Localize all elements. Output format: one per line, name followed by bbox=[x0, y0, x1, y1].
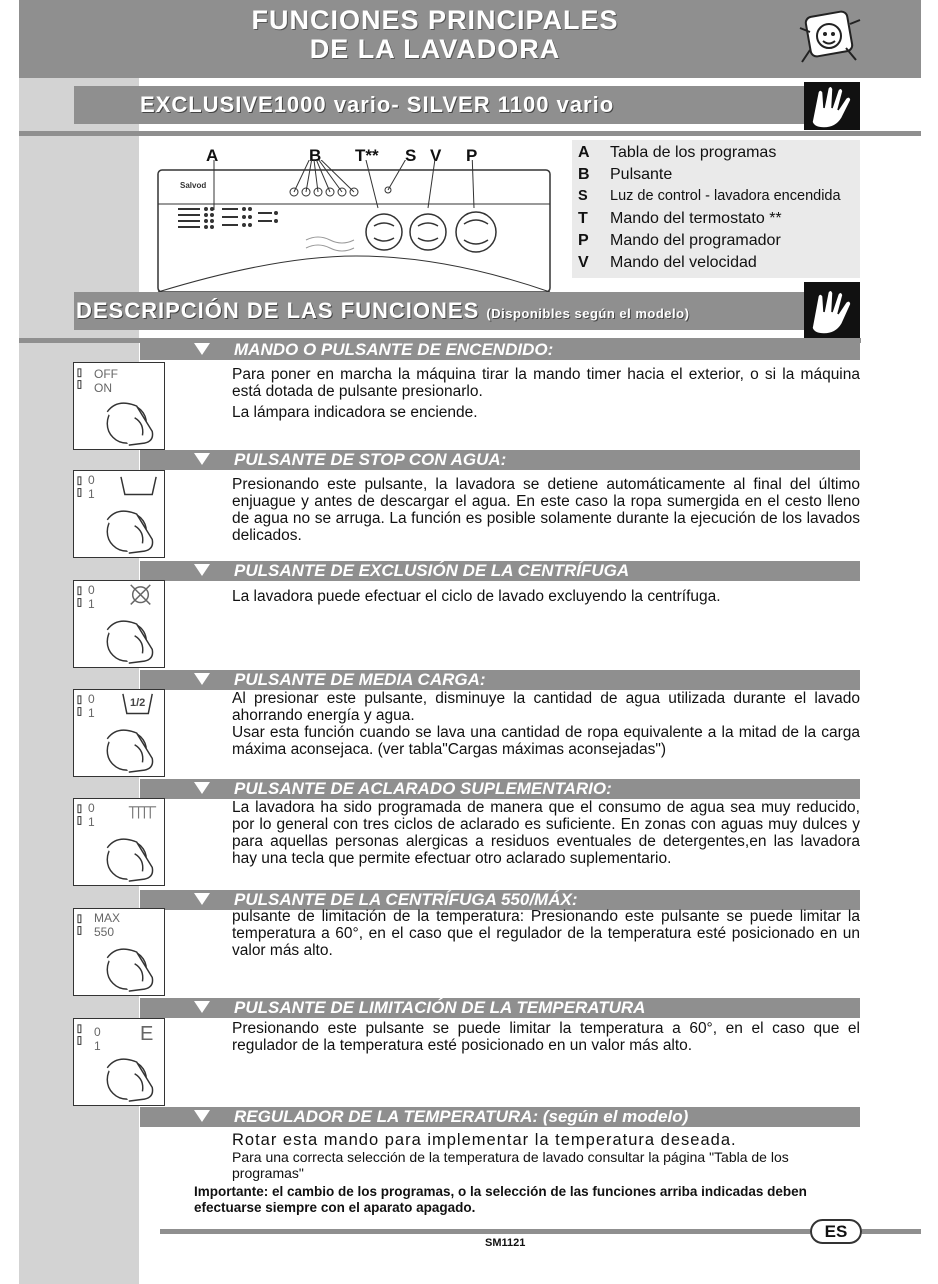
washing-machine-mascot-icon bbox=[796, 6, 862, 68]
pointing-hand-icon bbox=[804, 82, 860, 130]
panel-letter-t: T** bbox=[355, 146, 379, 165]
section-header-temp-regulator: REGULADOR DE LA TEMPERATURA: (según el modelo) bbox=[140, 1107, 860, 1127]
power-button-icon: OFF ON bbox=[73, 362, 165, 450]
temp-limit-button-icon: 0 1 E bbox=[73, 1018, 165, 1106]
triangle-bullet-icon bbox=[194, 893, 210, 905]
model-title: EXCLUSIVE1000 vario- SILVER 1100 vario bbox=[140, 92, 615, 117]
triangle-bullet-icon bbox=[194, 673, 210, 685]
triangle-bullet-icon bbox=[194, 343, 210, 355]
panel-letter-a: A bbox=[206, 146, 219, 165]
section-text-temp-limit: Presionando este pulsante se puede limitar la temperatura a 60°, en el caso que el regulador de la temperatura esté posicionado en un valor más alto. bbox=[232, 1020, 860, 1054]
description-subtitle: (Disponibles según el modelo) bbox=[486, 306, 690, 321]
legend-item: B Pulsante bbox=[578, 166, 673, 183]
triangle-bullet-icon bbox=[194, 564, 210, 576]
section-header-spin-exclusion: PULSANTE DE EXCLUSIÓN DE LA CENTRÍFUGA bbox=[140, 561, 860, 581]
section-text-temp-regulator: Rotar esta mando para implementar la temperatura deseada. Para una correcta selección de la temperatura de lavado consultar la página "Tabla de los programas" bbox=[232, 1131, 789, 1181]
triangle-bullet-icon bbox=[194, 453, 210, 465]
spin-exclusion-button-icon: 0 1 bbox=[73, 580, 165, 668]
legend-item: A Tabla de los programas bbox=[578, 144, 777, 161]
section-header-power: MANDO O PULSANTE DE ENCENDIDO: bbox=[140, 340, 860, 360]
panel-letter-b: B bbox=[309, 146, 322, 165]
section-header-temp-limit: PULSANTE DE LIMITACIÓN DE LA TEMPERATURA bbox=[140, 998, 860, 1018]
section-header-extra-rinse: PULSANTE DE ACLARADO SUPLEMENTARIO: bbox=[140, 779, 860, 799]
panel-letter-p: P bbox=[466, 146, 478, 165]
legend-item: V Mando del velocidad bbox=[578, 254, 757, 271]
language-badge: ES bbox=[810, 1219, 862, 1244]
legend-item: S Luz de control - lavadora encendida bbox=[578, 188, 841, 204]
section-text-power: Para poner en marcha la máquina tirar la mando timer hacia el exterior, o si la máquina está dotada de pulsante presionarlo. La lámpara indicadora se enciende. bbox=[232, 366, 860, 421]
triangle-bullet-icon bbox=[194, 1110, 210, 1122]
legend-item: T Mando del termostato ** bbox=[578, 210, 782, 227]
important-note: Importante: el cambio de los programas, o la selección de las funciones arriba indicadas deben efectuarse siempre con el aparato apagado. bbox=[194, 1184, 807, 1215]
control-panel-diagram bbox=[156, 160, 552, 294]
pointing-hand-icon bbox=[804, 282, 860, 338]
panel-letter-v: V bbox=[430, 146, 442, 165]
triangle-bullet-icon bbox=[194, 782, 210, 794]
section-text-spin-550: pulsante de limitación de la temperatura: Presionando este pulsante se puede limitar la temperatura a 60°, en el caso que el regulador de la temperatura esté posicionado en un valor más alto. bbox=[232, 908, 860, 959]
legend-item: P Mando del programador bbox=[578, 232, 781, 249]
document-code: SM1121 bbox=[485, 1237, 526, 1249]
stop-water-button-icon: 0 1 bbox=[73, 470, 165, 558]
spin-550-button-icon: MAX 550 bbox=[73, 908, 165, 996]
section-text-spin-exclusion: La lavadora puede efectuar el ciclo de lavado excluyendo la centrífuga. bbox=[232, 588, 721, 605]
section-header-half-load: PULSANTE DE MEDIA CARGA: bbox=[140, 670, 860, 690]
section-header-stop-water: PULSANTE DE STOP CON AGUA: bbox=[140, 450, 860, 470]
footer-rule bbox=[160, 1229, 810, 1234]
section-header-spin-550: PULSANTE DE LA CENTRÍFUGA 550/MÁX: bbox=[140, 890, 860, 910]
extra-rinse-button-icon: 0 1 bbox=[73, 798, 165, 886]
triangle-bullet-icon bbox=[194, 1001, 210, 1013]
half-load-button-icon: 0 1 1/2 bbox=[73, 689, 165, 777]
footer-rule bbox=[862, 1229, 921, 1234]
page-title: FUNCIONES PRINCIPALES DE LA LAVADORA bbox=[251, 5, 619, 64]
section-text-stop-water: Presionando este pulsante, la lavadora se detiene automáticamente al final del último enjuague y antes de descargar el agua. En este caso la ropa sumergida en el cesto lleno de agua no se arruga. La función es posible solamente durante la ejecución de los lavados delicados. bbox=[232, 476, 860, 544]
section-text-extra-rinse: La lavadora ha sido programada de manera que el consumo de agua sea muy reducido, por lo general con tres ciclos de aclarado es suficiente. En zonas con aguas muy dulces y para aquellas personas alergicas a residuos eventuales de detergentes,en las lavadora hay una tecla que permite efectuar otro aclarado suplementario. bbox=[232, 799, 860, 867]
panel-letter-s: S bbox=[405, 146, 417, 165]
divider bbox=[19, 131, 921, 136]
description-title: DESCRIPCIÓN DE LAS FUNCIONES (Disponibles según el modelo) bbox=[76, 298, 690, 323]
legend-box bbox=[572, 140, 860, 278]
section-text-half-load: Al presionar este pulsante, disminuye la cantidad de agua utilizada durante el lavado ahorrando energía y agua. Usar esta función cuando se lava una cantidad de ropa equivalente a la mitad de la carga máxima aconsejaca. (ver tabla"Cargas máximas aconsejadas") bbox=[232, 690, 860, 758]
brand-logo: Salvod bbox=[180, 181, 207, 190]
